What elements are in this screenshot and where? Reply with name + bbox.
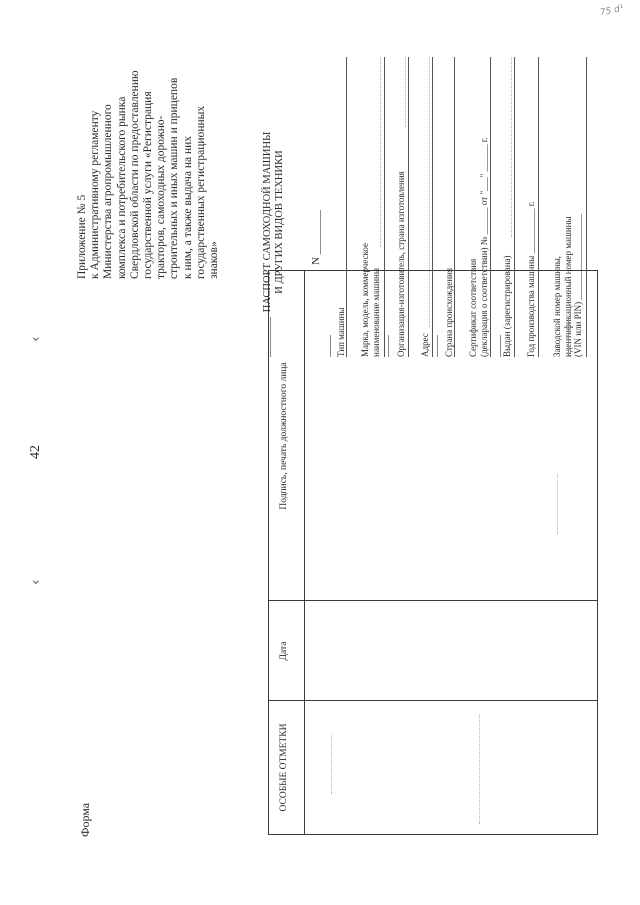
fill-line: [408, 57, 409, 357]
appendix-line: знаков»: [208, 241, 221, 279]
field-issued: [502, 255, 513, 357]
fold-stub-line: [437, 335, 438, 357]
fold-stub-line: [330, 335, 331, 357]
appendix-line: комплекса и потребительского рынка: [115, 96, 128, 279]
fill-line: [514, 57, 515, 357]
field-label: Марка, модель, коммерческое: [360, 243, 370, 357]
fill-line: [490, 57, 491, 357]
field-label: Год производства машины __________ г.: [526, 201, 536, 357]
field-label: Тип машины: [336, 307, 346, 357]
fill-line: [346, 57, 347, 357]
field-label: Организация-изготовитель, страна изготовления: [396, 171, 406, 357]
special-notes-table: [268, 270, 598, 835]
field-origin-country: [444, 268, 455, 357]
field-label: Заводской номер машины,: [552, 255, 562, 357]
field-label: Выдан (зарегистрирована): [502, 255, 512, 357]
appendix-line: тракторов, самоходных дорожно-: [155, 115, 168, 279]
appendix-line: Приложение № 5: [76, 194, 88, 279]
appendix-line: к Административному регламенту: [89, 110, 102, 279]
passport-title-line: И ДРУГИХ ВИДОВ ТЕХНИКИ: [274, 150, 285, 294]
binding-tick-left: ‹: [28, 579, 44, 585]
fill-dots: [380, 57, 381, 247]
field-label: Сертификат соответствия: [468, 258, 478, 357]
field-brand-model: [360, 243, 381, 357]
field-label: Страна происхождения: [444, 268, 454, 357]
field-label: наименование машины: [370, 268, 381, 357]
appendix-line: строительных и иных машин и прицепов: [168, 77, 181, 279]
fill-line: [454, 57, 455, 357]
handwritten-corner-note: 75 d¹: [599, 3, 625, 19]
appendix-line: к ним, а также выдача на них: [181, 135, 194, 279]
fill-line: [432, 57, 433, 357]
passport-title-line: ПАСПОРТ САМОХОДНОЙ МАШИНЫ: [262, 131, 273, 313]
fold-stub-line: [270, 317, 271, 357]
fold-stub-line: [500, 335, 501, 357]
appendix-line: государственной услуги «Регистрация: [142, 91, 155, 279]
fill-line: [538, 57, 539, 357]
appendix-line: Министерства агропромышленного: [102, 104, 115, 279]
field-label: (VIN или PIN) ___________________: [573, 214, 583, 357]
passport-title: [262, 107, 286, 337]
binding-tick-right: ‹: [28, 336, 44, 342]
faint-dotted-line: [331, 734, 332, 794]
field-certificate: [468, 137, 489, 357]
field-label: идентификационный номер машины: [562, 216, 573, 357]
field-label: Адрес: [420, 333, 430, 357]
passport-number: N ________: [310, 210, 322, 265]
column-header-date: Дата: [279, 641, 289, 661]
field-production-year: [526, 201, 537, 357]
field-machine-type: [336, 308, 347, 357]
appendix-line: государственных регистрационных: [194, 105, 207, 279]
fill-dots: [429, 57, 430, 327]
field-manufacturer: [396, 171, 407, 357]
field-label: (декларация о соответствии) № ______ от "___" ______ г.: [478, 137, 489, 357]
page-number: 42: [28, 445, 43, 459]
fold-stub-line: [568, 317, 569, 357]
column-divider: [269, 700, 597, 701]
fill-line: [586, 57, 587, 357]
column-header-signature: Подпись, печать должностного лица: [279, 362, 289, 510]
column-header-special-notes: ОСОБЫЕ ОТМЕТКИ: [279, 723, 289, 812]
column-divider: [269, 600, 597, 601]
forma-label: Форма: [78, 802, 92, 837]
appendix-block: [76, 70, 221, 279]
appendix-line: Свердловской области по предоставлению: [128, 70, 141, 279]
fill-dots: [511, 57, 512, 237]
field-address: [420, 333, 431, 357]
faint-dotted-line: [479, 714, 480, 824]
fill-line: [384, 57, 385, 357]
fold-stub-line: [388, 335, 389, 357]
faint-dotted-line: [557, 474, 558, 534]
fill-dots: [405, 57, 406, 127]
